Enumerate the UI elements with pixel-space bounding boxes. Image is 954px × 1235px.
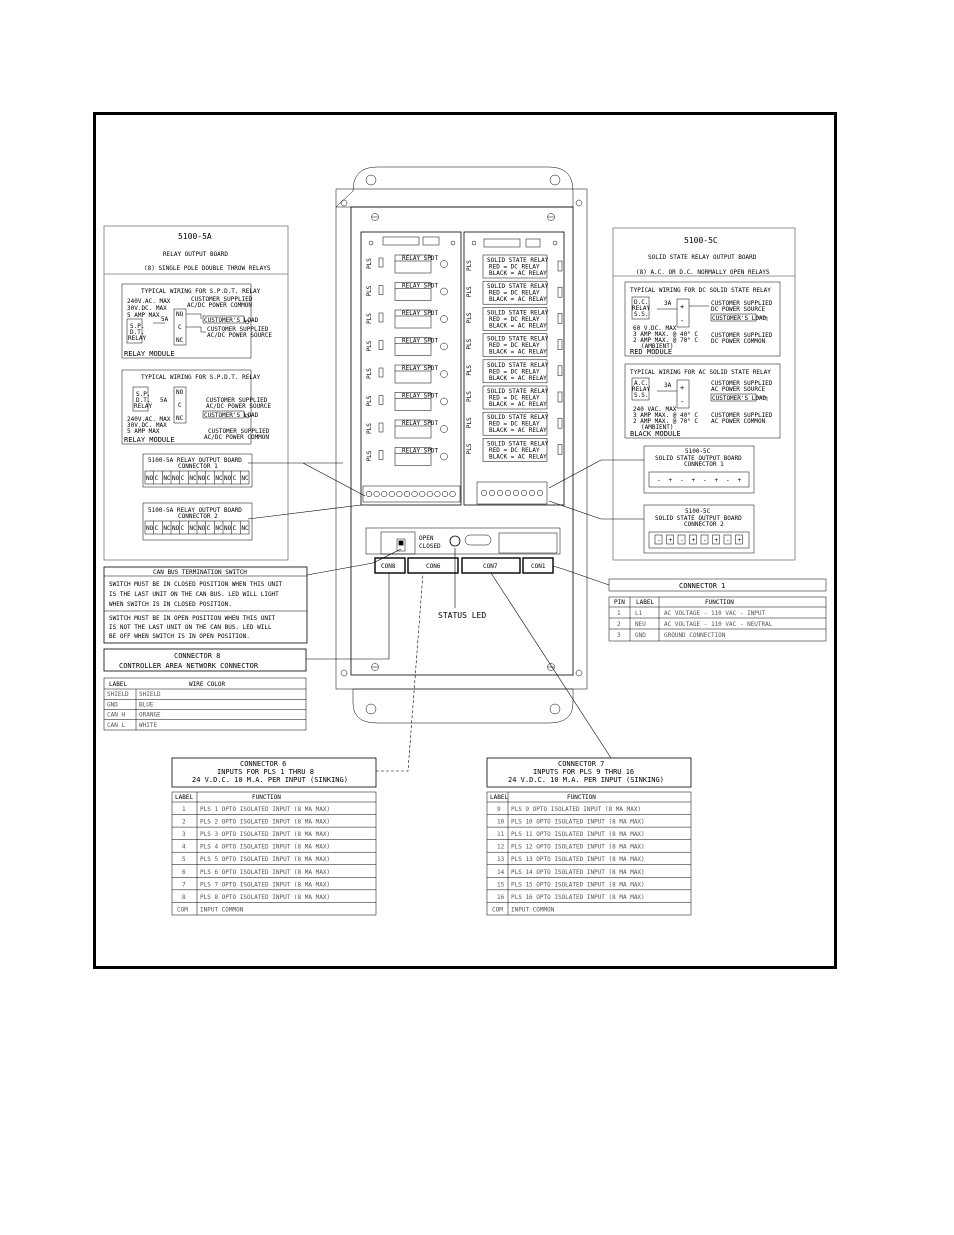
pin-label: C: [154, 475, 159, 482]
pin-label: NO: [146, 475, 154, 482]
ssr-relay-text: RED = DC RELAY: [489, 342, 540, 350]
terminal-screw: [374, 491, 380, 497]
connector6-box: [172, 758, 376, 915]
connector7-title: CONNECTOR 7: [558, 760, 605, 768]
pin-label: NO: [224, 475, 232, 482]
table-header: FUNCTION: [567, 794, 596, 801]
pls-label: PLS: [466, 312, 473, 324]
pin-label: +: [668, 537, 673, 544]
ac-ssr-wiring: [625, 364, 780, 438]
pin-label: C: [206, 475, 211, 482]
terminal-screw: [481, 490, 487, 496]
table-cell: PLS 7 OPTO ISOLATED INPUT (8 MA MAX): [200, 881, 331, 889]
terminal-screw: [529, 490, 535, 496]
left-board-subtitle: (8) SINGLE POLE DOUBLE THROW RELAYS: [144, 265, 271, 272]
svg-text:AC/DC POWER COMMON: AC/DC POWER COMMON: [204, 434, 270, 441]
svg-text:5A: 5A: [160, 397, 168, 404]
terminal-screw: [513, 490, 519, 496]
pls-label: PLS: [466, 286, 473, 298]
svg-text:5100-5A RELAY OUTPUT BOARD: 5100-5A RELAY OUTPUT BOARD: [148, 457, 242, 464]
svg-text:240V.AC. MAX: 240V.AC. MAX: [127, 416, 171, 423]
right-board-model: 5100-5C: [684, 236, 718, 245]
connector6-line2: INPUTS FOR PLS 1 THRU 8: [217, 768, 314, 776]
connector7-box: [487, 758, 691, 915]
table-cell: GND: [107, 701, 118, 709]
svg-text:RED MODULE: RED MODULE: [630, 348, 673, 356]
pls-label: PLS: [366, 340, 373, 352]
svg-text:60 V.DC. MAX: 60 V.DC. MAX: [633, 325, 677, 332]
table-cell: PLS 4 OPTO ISOLATED INPUT (8 MA MAX): [200, 843, 331, 851]
table-cell: WHITE: [139, 721, 158, 729]
svg-text:SOLID STATE OUTPUT BOARD: SOLID STATE OUTPUT BOARD: [655, 455, 742, 462]
ssr-relay-text: RED = DC RELAY: [489, 368, 540, 376]
table-cell: GROUND CONNECTION: [664, 632, 726, 639]
table-cell: COM: [492, 906, 503, 914]
svg-text:TYPICAL WIRING FOR AC SOLID ST: TYPICAL WIRING FOR AC SOLID STATE RELAY: [630, 369, 771, 376]
terminal-screw: [435, 491, 441, 497]
svg-text:BE OFF WHEN SWITCH IS IN OPEN: BE OFF WHEN SWITCH IS IN OPEN POSITION.: [109, 633, 250, 640]
pin-label: +: [714, 477, 719, 484]
pin-label: +: [691, 537, 696, 544]
ssr-relay-text: RED = DC RELAY: [489, 446, 540, 454]
table-cell: PLS 3 OPTO ISOLATED INPUT (8 MA MAX): [200, 831, 331, 839]
pls-label: PLS: [466, 338, 473, 350]
svg-text:NO: NO: [176, 389, 184, 396]
svg-text:CONNECTOR 2: CONNECTOR 2: [684, 521, 724, 528]
svg-text:NC: NC: [176, 337, 184, 344]
svg-text:-: -: [680, 398, 685, 406]
pin-label: C: [206, 525, 211, 532]
con6-label: CON6: [426, 563, 441, 570]
pin-label: -: [657, 537, 661, 544]
table-cell: 8: [182, 893, 186, 901]
pls-label: PLS: [466, 443, 473, 455]
pls-label: PLS: [366, 285, 373, 297]
spdt-relay-label: RELAY SPDT: [402, 365, 439, 372]
svg-text:AC POWER COMMON: AC POWER COMMON: [711, 418, 766, 425]
can-switch-box: [104, 567, 307, 643]
table-cell: 7: [182, 881, 186, 889]
pin-label: NO: [172, 525, 180, 532]
terminal-screw: [381, 491, 387, 497]
svg-text:5 AMP MAX: 5 AMP MAX: [127, 428, 160, 435]
terminal-screw: [404, 491, 410, 497]
svg-text:D.C.: D.C.: [634, 299, 649, 306]
svg-text:CUSTOMER'S LOAD: CUSTOMER'S LOAD: [712, 315, 767, 322]
table-header: LABEL: [175, 794, 194, 801]
terminal-screw: [442, 491, 448, 497]
pin-label: -: [703, 477, 707, 484]
svg-text:D.T.: D.T.: [130, 329, 145, 336]
pin-label: -: [680, 477, 684, 484]
table-cell: 1: [182, 806, 186, 813]
right-info-panel: [613, 228, 795, 560]
pin-label: -: [726, 477, 730, 484]
svg-text:RELAY: RELAY: [632, 386, 651, 393]
table-cell: 12: [497, 843, 505, 851]
pin-label: -: [703, 537, 707, 544]
pin-label: +: [691, 477, 696, 484]
ssr-relay-text: SOLID STATE RELAY: [487, 283, 549, 291]
svg-text:TYPICAL WIRING FOR DC SOLID ST: TYPICAL WIRING FOR DC SOLID STATE RELAY: [630, 287, 771, 294]
table-cell: PLS 9 OPTO ISOLATED INPUT (8 MA MAX): [511, 806, 642, 813]
pls-label: PLS: [466, 391, 473, 402]
enclosure: [336, 167, 587, 723]
spdt-wiring-1: [122, 284, 272, 358]
terminal-screw: [521, 490, 527, 496]
spdt-wiring-2: [122, 370, 271, 444]
svg-text:CUSTOMER SUPPLIED: CUSTOMER SUPPLIED: [711, 332, 773, 339]
table-cell: PLS 10 OPTO ISOLATED INPUT (8 MA MAX): [511, 818, 645, 826]
pin-label: +: [737, 537, 742, 544]
spdt-relay-label: RELAY SPDT: [402, 420, 439, 427]
svg-text:2 AMP MAX. @ 70° C: 2 AMP MAX. @ 70° C: [633, 337, 699, 344]
terminal-screw: [489, 490, 495, 496]
svg-text:+: +: [680, 303, 685, 311]
table-header: FUNCTION: [705, 599, 734, 606]
pin-label: NC: [241, 475, 249, 482]
pin-label: NO: [224, 525, 232, 532]
table-cell: 14: [497, 868, 505, 876]
svg-text:S.P.: S.P.: [130, 323, 145, 330]
svg-text:S.S.: S.S.: [634, 311, 649, 318]
spdt-relay-label: RELAY SPDT: [402, 392, 439, 400]
svg-text:C: C: [178, 402, 182, 409]
pls-label: PLS: [466, 260, 473, 271]
relay-connector-2: [143, 503, 252, 540]
switch-open-label: OPEN: [419, 535, 434, 542]
table-cell: PLS 16 OPTO ISOLATED INPUT (8 MA MAX): [511, 893, 645, 901]
svg-text:5100-5A RELAY OUTPUT BOARD: 5100-5A RELAY OUTPUT BOARD: [148, 507, 242, 514]
pin-label: NC: [163, 525, 171, 532]
table-cell: PLS 6 OPTO ISOLATED INPUT (8 MA MAX): [200, 868, 331, 876]
pin-label: -: [680, 537, 684, 544]
terminal-screw: [497, 490, 503, 496]
table-cell: CAN H: [107, 711, 126, 719]
ssr-relay-text: BLACK = AC RELAY: [489, 270, 547, 277]
con1-label: CON1: [531, 563, 546, 570]
svg-text:3 AMP MAX. @ 40° C: 3 AMP MAX. @ 40° C: [633, 412, 699, 419]
svg-text:30V.DC. MAX: 30V.DC. MAX: [127, 422, 167, 429]
table-cell: L1: [635, 610, 643, 617]
svg-text:SOLID STATE OUTPUT BOARD: SOLID STATE OUTPUT BOARD: [655, 515, 742, 522]
table-cell: 2: [617, 621, 621, 628]
terminal-screw: [397, 491, 403, 497]
lower-panel: [366, 528, 560, 620]
svg-text:A.C.: A.C.: [634, 380, 649, 387]
table-cell: 2: [182, 818, 186, 826]
table-cell: 4: [182, 843, 186, 851]
spdt-relay-label: RELAY SPDT: [402, 337, 439, 345]
svg-text:3A: 3A: [664, 300, 672, 307]
terminal-screw: [450, 491, 456, 497]
pin-label: -: [726, 537, 730, 544]
svg-text:5100-5C: 5100-5C: [685, 508, 711, 515]
svg-text:+: +: [680, 384, 685, 392]
table-cell: 6: [182, 868, 186, 876]
terminal-screw: [505, 490, 511, 496]
table-cell: 1: [617, 610, 621, 617]
svg-text:AC/DC POWER SOURCE: AC/DC POWER SOURCE: [207, 332, 273, 339]
pin-label: C: [232, 525, 237, 532]
svg-text:CUSTOMER SUPPLIED: CUSTOMER SUPPLIED: [711, 380, 773, 387]
svg-text:SWITCH MUST BE IN OPEN POSITIO: SWITCH MUST BE IN OPEN POSITION WHEN THIS UNIT: [109, 615, 276, 622]
left-board-title: RELAY OUTPUT BOARD: [163, 251, 229, 258]
table-cell: GND: [635, 632, 646, 639]
can-switch-title: CAN BUS TERMINATION SWITCH: [153, 569, 247, 576]
connector1-title: CONNECTOR 1: [679, 582, 726, 590]
left-info-panel: [104, 226, 288, 560]
ssr-relay-text: RED = DC RELAY: [489, 420, 540, 428]
ssr-relay-text: SOLID STATE RELAY: [487, 440, 549, 448]
pin-label: -: [657, 477, 661, 484]
table-cell: 3: [182, 831, 186, 839]
table-cell: SHIELD: [139, 691, 161, 698]
pin-label: NC: [189, 525, 197, 532]
svg-text:NC: NC: [176, 415, 184, 422]
table-header: LABEL: [490, 794, 509, 801]
pin-label: C: [232, 475, 237, 482]
ssr-relay-text: SOLID STATE RELAY: [487, 257, 549, 264]
table-header: WIRE COLOR: [189, 681, 226, 688]
table-cell: PLS 8 OPTO ISOLATED INPUT (8 MA MAX): [200, 893, 331, 901]
table-cell: 13: [497, 856, 505, 864]
ssr-relay-text: BLACK = AC RELAY: [489, 374, 547, 382]
table-cell: 16: [497, 893, 505, 901]
svg-text:CUSTOMER'S LOAD: CUSTOMER'S LOAD: [204, 317, 259, 324]
wiring-diagram: [96, 115, 834, 966]
status-led-label: STATUS LED: [438, 611, 487, 620]
ssr-relay-text: SOLID STATE RELAY: [487, 335, 549, 343]
svg-text:NO: NO: [176, 311, 184, 318]
svg-text:S.S.: S.S.: [634, 392, 649, 399]
svg-text:RELAY: RELAY: [128, 335, 147, 342]
pls-label: PLS: [466, 364, 473, 376]
pin-label: NC: [241, 525, 249, 532]
svg-text:3A: 3A: [664, 382, 672, 389]
svg-text:TYPICAL WIRING FOR S.P.D.T. RE: TYPICAL WIRING FOR S.P.D.T. RELAY: [141, 374, 261, 381]
ssr-connector-2: [644, 505, 754, 553]
svg-text:RELAY: RELAY: [632, 305, 651, 312]
ssr-relay-text: RED = DC RELAY: [489, 315, 540, 323]
left-board-model: 5100-5A: [178, 232, 212, 241]
ssr-relay-text: RED = DC RELAY: [489, 289, 540, 297]
svg-text:CONNECTOR 1: CONNECTOR 1: [178, 463, 218, 470]
pls-label: PLS: [366, 313, 373, 324]
connector6-line3: 24 V.D.C. 10 M.A. PER INPUT (SINKING): [192, 776, 348, 784]
table-cell: PLS 5 OPTO ISOLATED INPUT (8 MA MAX): [200, 856, 331, 864]
ssr-relay-text: BLACK = AC RELAY: [489, 453, 547, 461]
terminal-screw: [412, 491, 418, 497]
ssr-board: [464, 232, 564, 505]
pin-label: +: [737, 477, 742, 484]
table-cell: INPUT COMMON: [200, 906, 244, 914]
svg-text:3 AMP MAX. @ 40° C: 3 AMP MAX. @ 40° C: [633, 331, 699, 338]
drawing-frame: [93, 112, 837, 969]
svg-text:CUSTOMER SUPPLIED: CUSTOMER SUPPLIED: [207, 326, 269, 333]
pls-label: PLS: [366, 423, 373, 434]
connector1-table: [609, 579, 826, 641]
pls-label: PLS: [466, 417, 473, 429]
table-cell: INPUT COMMON: [511, 906, 555, 914]
table-cell: 11: [497, 831, 505, 839]
pin-label: C: [180, 525, 185, 532]
pin-label: NC: [163, 475, 171, 482]
right-board-subtitle: (8) A.C. OR D.C. NORMALLY OPEN RELAYS: [636, 269, 770, 276]
connector8-box: [104, 649, 306, 730]
table-cell: 5: [182, 856, 186, 864]
con7-label: CON7: [483, 563, 498, 570]
ssr-relay-text: BLACK = AC RELAY: [489, 401, 547, 408]
terminal-screw: [427, 491, 433, 497]
right-board-title: SOLID STATE RELAY OUTPUT BOARD: [648, 254, 757, 261]
svg-text:CUSTOMER'S LOAD: CUSTOMER'S LOAD: [204, 412, 259, 419]
terminal-screw: [389, 491, 395, 497]
pin-label: NC: [189, 475, 197, 482]
svg-text:240 VAC. MAX: 240 VAC. MAX: [633, 406, 677, 413]
svg-text:30V.DC. MAX: 30V.DC. MAX: [127, 305, 167, 312]
svg-text:DC POWER SOURCE: DC POWER SOURCE: [711, 306, 766, 313]
spdt-relay-label: RELAY SPDT: [402, 310, 439, 317]
svg-text:CONNECTOR 2: CONNECTOR 2: [178, 513, 218, 520]
connector8-subtitle: CONTROLLER AREA NETWORK CONNECTOR: [119, 662, 259, 670]
terminal-screw: [419, 491, 425, 497]
status-led-icon: [450, 536, 460, 546]
con8-label: CON8: [381, 563, 396, 570]
table-cell: 10: [497, 818, 505, 826]
svg-text:-: -: [680, 317, 685, 325]
pls-label: PLS: [366, 395, 373, 407]
svg-text:CUSTOMER SUPPLIED: CUSTOMER SUPPLIED: [208, 428, 270, 435]
svg-text:S.P.: S.P.: [136, 391, 151, 398]
svg-text:5100-5C: 5100-5C: [685, 448, 711, 455]
pin-label: +: [714, 537, 719, 544]
spdt-relay-label: RELAY SPDT: [402, 447, 439, 455]
svg-text:CUSTOMER SUPPLIED: CUSTOMER SUPPLIED: [191, 296, 253, 303]
ssr-relay-text: SOLID STATE RELAY: [487, 414, 549, 422]
ssr-relay-text: BLACK = AC RELAY: [489, 296, 547, 304]
table-header: LABEL: [109, 681, 128, 688]
svg-text:CONNECTOR 1: CONNECTOR 1: [684, 461, 724, 468]
pin-label: NO: [172, 475, 180, 482]
connector6-title: CONNECTOR 6: [240, 760, 287, 768]
ssr-relay-text: SOLID STATE RELAY: [487, 309, 549, 317]
table-cell: PLS 12 OPTO ISOLATED INPUT (8 MA MAX): [511, 843, 645, 851]
pin-label: NC: [215, 475, 223, 482]
svg-text:2 AMP MAX. @ 70° C: 2 AMP MAX. @ 70° C: [633, 418, 699, 425]
table-cell: PLS 15 OPTO ISOLATED INPUT (8 MA MAX): [511, 881, 645, 889]
ssr-relay-text: SOLID STATE RELAY: [487, 361, 549, 369]
svg-text:DC POWER COMMON: DC POWER COMMON: [711, 338, 766, 345]
svg-text:(AMBIENT): (AMBIENT): [641, 343, 674, 350]
terminal-screw: [366, 491, 372, 497]
relay-board: [361, 232, 461, 505]
table-cell: PLS 1 OPTO ISOLATED INPUT (8 MA MAX): [200, 806, 331, 813]
table-cell: BLUE: [139, 701, 154, 709]
pin-label: NO: [198, 475, 206, 482]
svg-text:240V.AC. MAX: 240V.AC. MAX: [127, 298, 171, 305]
pin-label: C: [180, 475, 185, 482]
table-cell: PLS 11 OPTO ISOLATED INPUT (8 MA MAX): [511, 831, 645, 839]
svg-text:AC/DC POWER SOURCE: AC/DC POWER SOURCE: [206, 403, 272, 410]
svg-text:IS THE LAST UNIT ON THE CAN BU: IS THE LAST UNIT ON THE CAN BUS. LED WILL LIGHT: [109, 591, 279, 598]
table-cell: AC VOLTAGE - 110 VAC - NEUTRAL: [664, 621, 773, 628]
table-cell: PLS 13 OPTO ISOLATED INPUT (8 MA MAX): [511, 856, 645, 864]
relay-connector-1: [143, 454, 252, 487]
svg-text:WHEN SWITCH IS IN CLOSED POSIT: WHEN SWITCH IS IN CLOSED POSITION.: [109, 601, 232, 608]
svg-text:CUSTOMER SUPPLIED: CUSTOMER SUPPLIED: [206, 397, 268, 404]
table-cell: CAN L: [107, 721, 126, 729]
ssr-relay-text: RED = DC RELAY: [489, 263, 540, 271]
svg-text:RELAY: RELAY: [134, 403, 153, 410]
table-cell: PLS 14 OPTO ISOLATED INPUT (8 MA MAX): [511, 868, 645, 876]
svg-text:CUSTOMER'S LOAD: CUSTOMER'S LOAD: [712, 395, 767, 402]
spdt-relay-label: RELAY SPDT: [402, 282, 439, 290]
pin-label: +: [668, 477, 673, 484]
table-cell: PLS 2 OPTO ISOLATED INPUT (8 MA MAX): [200, 818, 331, 826]
svg-text:(AMBIENT): (AMBIENT): [641, 424, 674, 431]
svg-text:TYPICAL WIRING FOR S.P.D.T. RE: TYPICAL WIRING FOR S.P.D.T. RELAY: [141, 288, 261, 295]
svg-text:CUSTOMER SUPPLIED: CUSTOMER SUPPLIED: [711, 300, 773, 307]
svg-text:5A: 5A: [161, 316, 169, 323]
pin-label: NO: [198, 525, 206, 532]
table-cell: NEU: [635, 621, 646, 628]
terminal-screw: [537, 490, 543, 496]
spdt-relay-label: RELAY SPDT: [402, 255, 439, 262]
connector7-line2: INPUTS FOR PLS 9 THRU 16: [533, 768, 635, 776]
dc-ssr-wiring: [625, 282, 780, 356]
pin-label: C: [154, 525, 159, 532]
svg-text:C: C: [178, 324, 182, 331]
svg-text:CUSTOMER SUPPLIED: CUSTOMER SUPPLIED: [711, 412, 773, 419]
table-header: PIN: [614, 599, 625, 606]
pin-label: NO: [146, 525, 154, 532]
connector7-line3: 24 V.D.C. 10 M.A. PER INPUT (SINKING): [508, 776, 664, 784]
ssr-relay-text: RED = DC RELAY: [489, 394, 540, 402]
table-cell: AC VOLTAGE - 110 VAC - INPUT: [664, 610, 766, 617]
svg-text:AC POWER SOURCE: AC POWER SOURCE: [711, 386, 766, 393]
svg-text:BLACK MODULE: BLACK MODULE: [630, 430, 681, 438]
table-cell: 9: [497, 806, 501, 813]
pls-label: PLS: [366, 450, 373, 462]
ssr-relay-text: BLACK = AC RELAY: [489, 322, 547, 330]
table-header: FUNCTION: [252, 794, 281, 801]
ssr-relay-text: BLACK = AC RELAY: [489, 427, 547, 435]
table-cell: 15: [497, 881, 505, 889]
svg-text:SWITCH MUST BE IN CLOSED POSIT: SWITCH MUST BE IN CLOSED POSITION WHEN THIS UNIT: [109, 581, 283, 588]
ssr-connector-1: [644, 446, 754, 493]
svg-text:AC/DC POWER COMMON: AC/DC POWER COMMON: [187, 302, 253, 309]
svg-text:RELAY MODULE: RELAY MODULE: [124, 350, 175, 358]
table-cell: 3: [617, 632, 621, 639]
svg-text:RELAY MODULE: RELAY MODULE: [124, 436, 175, 444]
ssr-relay-text: BLACK = AC RELAY: [489, 348, 547, 356]
svg-text:5 AMP MAX: 5 AMP MAX: [127, 312, 160, 319]
table-cell: COM: [177, 906, 188, 914]
table-cell: SHIELD: [107, 691, 129, 698]
ssr-relay-text: SOLID STATE RELAY: [487, 388, 549, 395]
svg-text:D.T.: D.T.: [136, 397, 151, 404]
pls-label: PLS: [366, 258, 373, 269]
pin-label: NC: [215, 525, 223, 532]
table-cell: ORANGE: [139, 711, 161, 719]
table-header: LABEL: [636, 599, 655, 606]
switch-closed-label: CLOSED: [419, 543, 441, 550]
connector8-title: CONNECTOR 8: [174, 652, 221, 660]
pls-label: PLS: [366, 368, 373, 379]
svg-text:IS NOT THE LAST UNIT ON THE CA: IS NOT THE LAST UNIT ON THE CAN BUS. LED WILL: [109, 624, 272, 631]
